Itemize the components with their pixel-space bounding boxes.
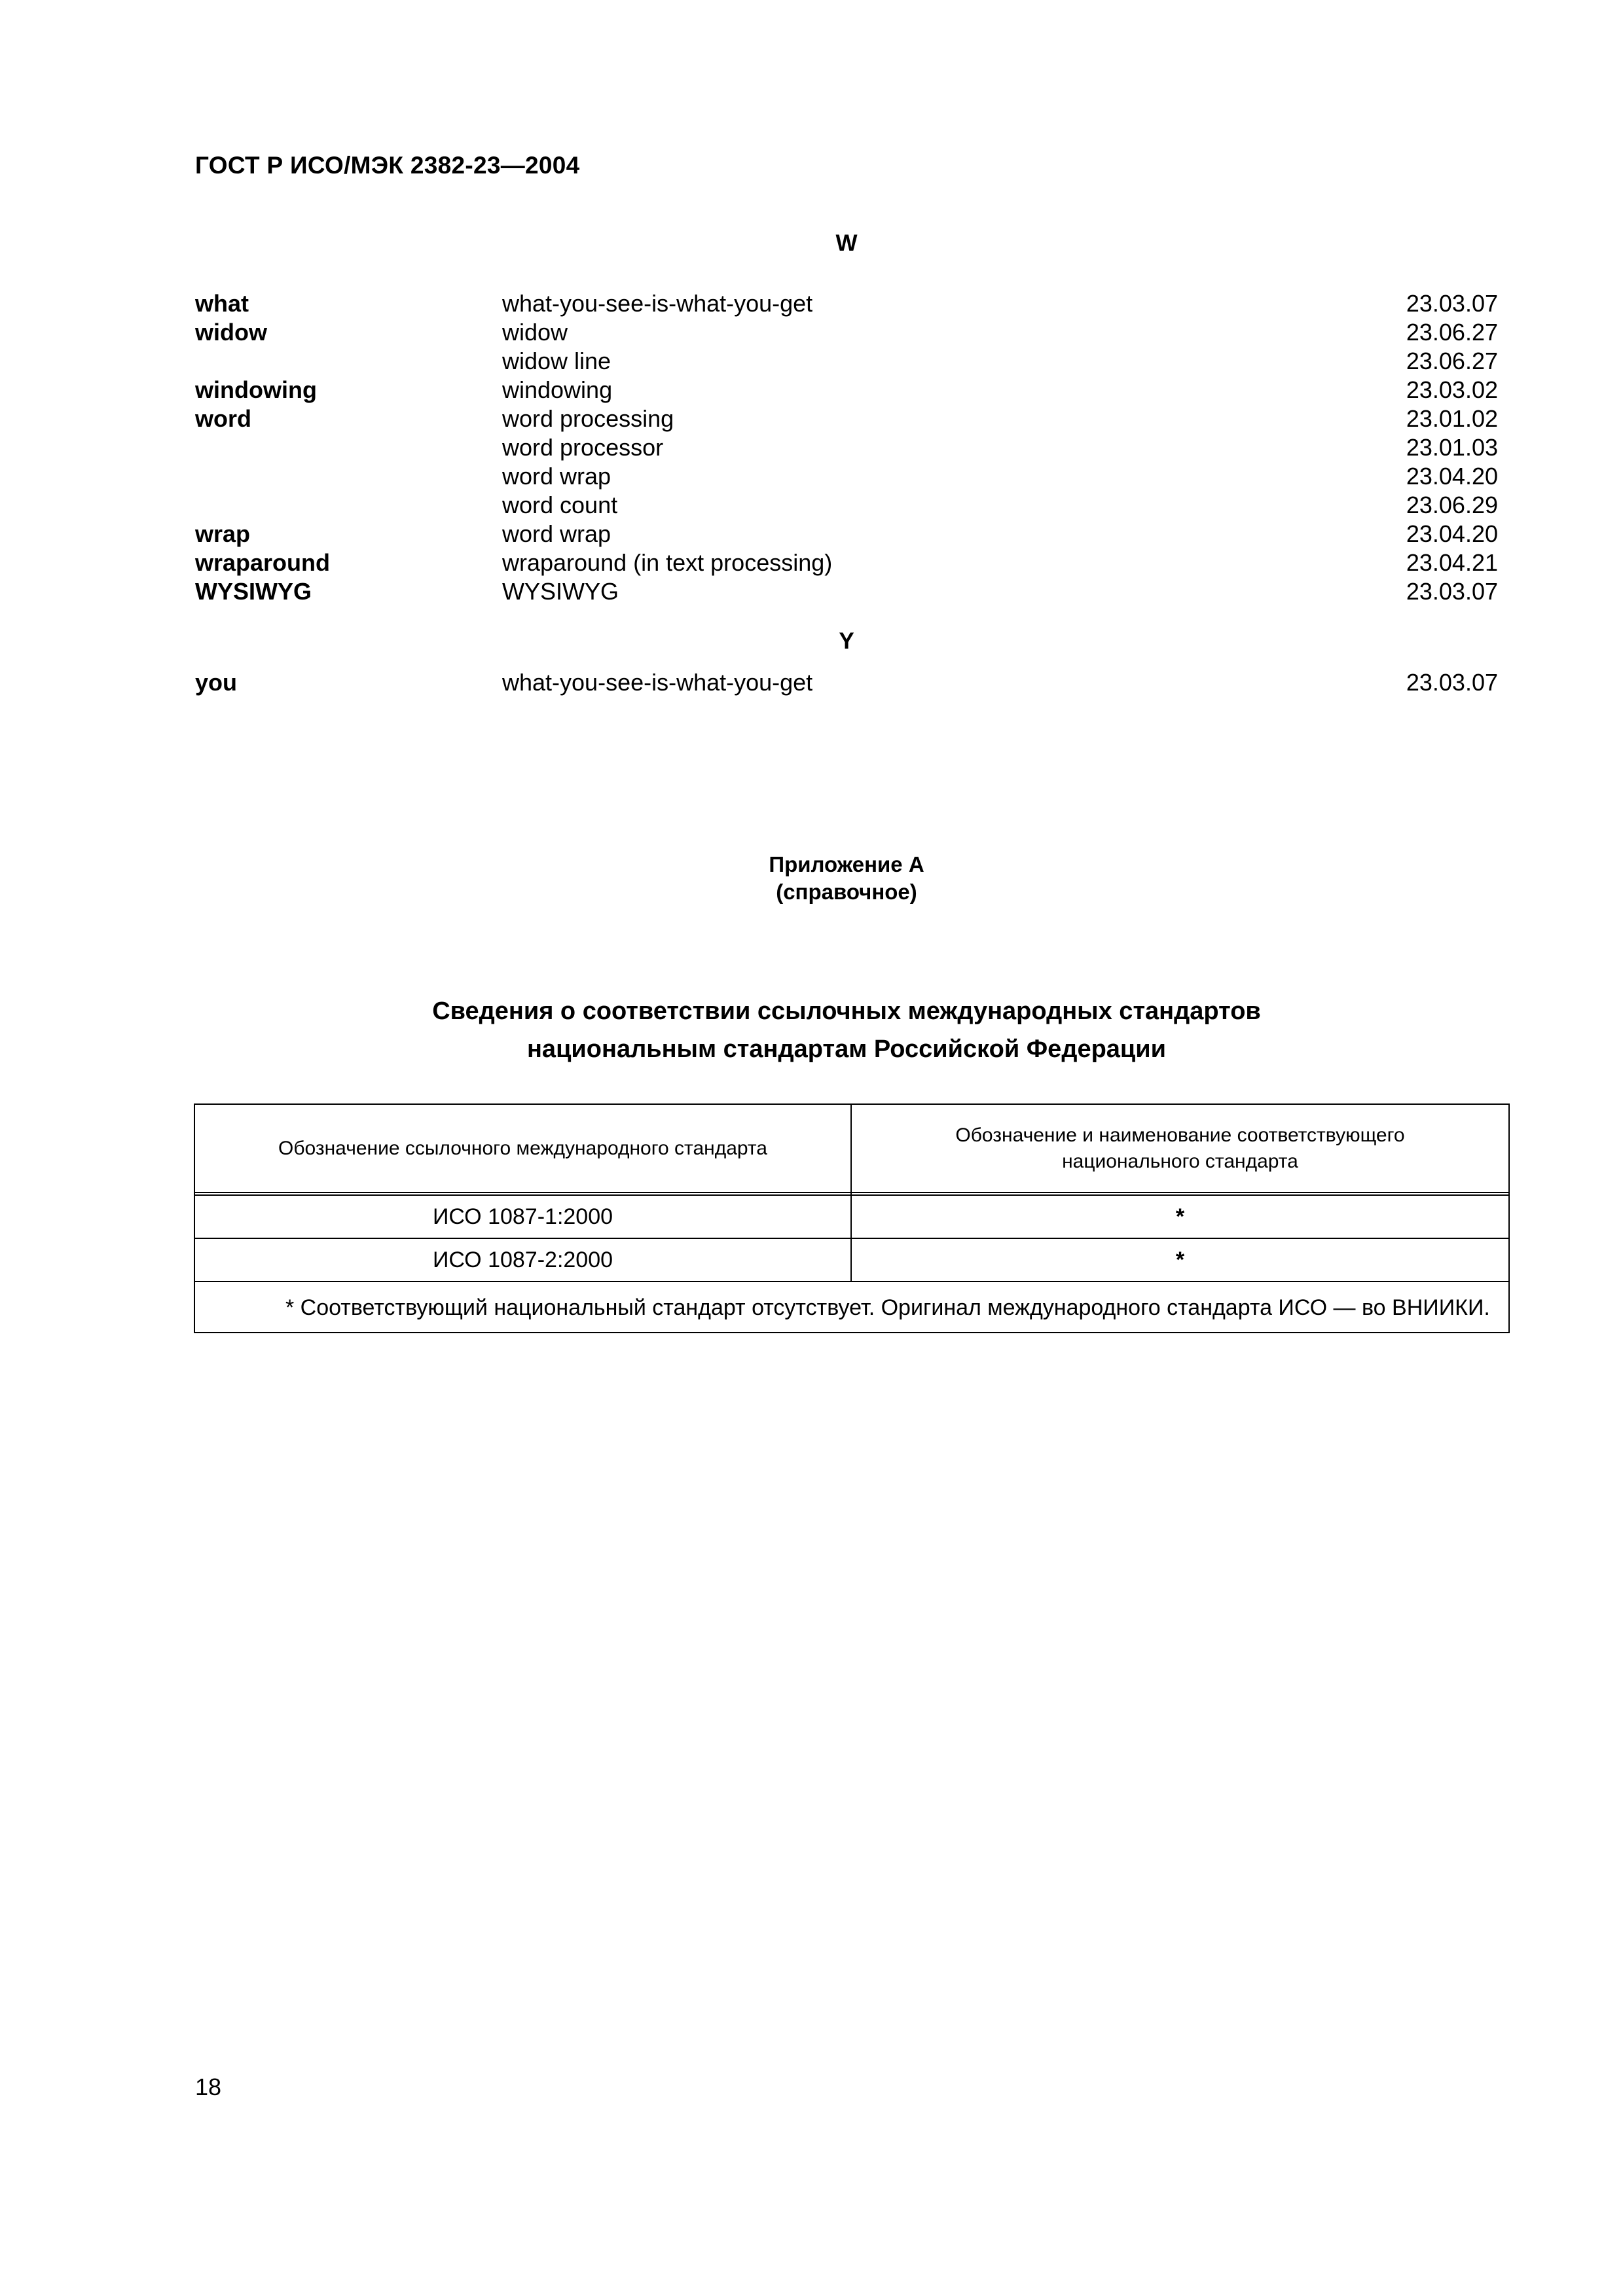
index-row bbox=[195, 668, 1498, 697]
index-keyword: you bbox=[195, 669, 238, 696]
index-row bbox=[195, 491, 1498, 520]
index-term: what-you-see-is-what-you-get bbox=[502, 290, 813, 317]
index-keyword: widow bbox=[195, 319, 267, 346]
header-text: национального стандарта bbox=[1062, 1150, 1298, 1172]
index-term: widow line bbox=[502, 348, 611, 374]
index-term: wraparound (in text processing) bbox=[502, 549, 833, 576]
document-header: ГОСТ Р ИСО/МЭК 2382-23—2004 bbox=[195, 152, 580, 179]
index-row bbox=[195, 347, 1498, 376]
index-term: WYSIWYG bbox=[502, 578, 619, 605]
national-standard-cell: * bbox=[851, 1195, 1509, 1238]
index-keyword: word bbox=[195, 405, 251, 432]
index-ref-number: 23.04.20 bbox=[1406, 520, 1498, 547]
index-keyword: WYSIWYG bbox=[195, 578, 312, 605]
index-ref-number: 23.03.07 bbox=[1406, 669, 1498, 696]
appendix-heading-line: Сведения о соответствии ссылочных международных стандартов bbox=[432, 997, 1261, 1025]
index-ref-number: 23.01.02 bbox=[1406, 405, 1498, 432]
index-ref-number: 23.03.07 bbox=[1406, 290, 1498, 317]
international-standard-cell: ИСО 1087-2:2000 bbox=[194, 1238, 851, 1282]
index-ref-number: 23.03.02 bbox=[1406, 376, 1498, 403]
index-term: windowing bbox=[502, 376, 613, 403]
index-term: widow bbox=[502, 319, 568, 346]
index-section-letter-y: Y bbox=[839, 628, 854, 654]
index-keyword: wraparound bbox=[195, 549, 331, 576]
table-footnote: * Соответствующий национальный стандарт отсутствует. Оригинал международного стандарта ИСО — во ВНИИКИ. bbox=[194, 1282, 1509, 1333]
index-keyword: wrap bbox=[195, 520, 251, 547]
index-row bbox=[195, 376, 1498, 404]
index-row bbox=[195, 433, 1498, 462]
appendix-kind: (справочное) bbox=[776, 880, 917, 904]
index-ref-number: 23.06.29 bbox=[1406, 492, 1498, 518]
index-row bbox=[195, 548, 1498, 577]
index-term: word count bbox=[502, 492, 618, 518]
index-ref-number: 23.04.20 bbox=[1406, 463, 1498, 490]
index-section-y bbox=[195, 668, 1498, 697]
table-row bbox=[194, 1238, 1509, 1282]
appendix-title bbox=[195, 851, 1498, 906]
index-ref-number: 23.06.27 bbox=[1406, 348, 1498, 374]
page-number: 18 bbox=[195, 2073, 222, 2100]
index-section-w bbox=[195, 289, 1498, 606]
international-standard-cell: ИСО 1087-1:2000 bbox=[194, 1195, 851, 1238]
index-row bbox=[195, 404, 1498, 433]
table-header-national bbox=[851, 1104, 1509, 1193]
index-ref-number: 23.04.21 bbox=[1406, 549, 1498, 576]
index-term: what-you-see-is-what-you-get bbox=[502, 669, 813, 696]
index-term: word wrap bbox=[502, 463, 611, 490]
index-keyword: windowing bbox=[195, 376, 317, 403]
standards-correspondence-table bbox=[194, 1103, 1510, 1333]
appendix-heading-line: национальным стандартам Российской Федерации bbox=[526, 1035, 1166, 1063]
index-ref-number: 23.03.07 bbox=[1406, 578, 1498, 605]
index-term: word processor bbox=[502, 434, 664, 461]
index-row bbox=[195, 289, 1498, 318]
national-standard-cell: * bbox=[851, 1238, 1509, 1282]
index-row bbox=[195, 462, 1498, 491]
index-row bbox=[195, 577, 1498, 606]
header-text: Обозначение ссылочного международного стандарта bbox=[278, 1137, 767, 1159]
table-header-international bbox=[194, 1104, 851, 1193]
index-keyword: what bbox=[195, 290, 249, 317]
appendix-label: Приложение А bbox=[769, 852, 924, 876]
index-row bbox=[195, 318, 1498, 347]
index-row bbox=[195, 520, 1498, 548]
index-ref-number: 23.06.27 bbox=[1406, 319, 1498, 346]
index-ref-number: 23.01.03 bbox=[1406, 434, 1498, 461]
table-row bbox=[194, 1195, 1509, 1238]
appendix-heading bbox=[195, 992, 1498, 1068]
table-header-row bbox=[194, 1104, 1509, 1193]
index-term: word wrap bbox=[502, 520, 611, 547]
table-footnote-row bbox=[194, 1282, 1509, 1333]
index-section-letter-w: W bbox=[835, 230, 858, 256]
header-text: Обозначение и наименование соответствующего bbox=[955, 1124, 1405, 1146]
index-term: word processing bbox=[502, 405, 674, 432]
